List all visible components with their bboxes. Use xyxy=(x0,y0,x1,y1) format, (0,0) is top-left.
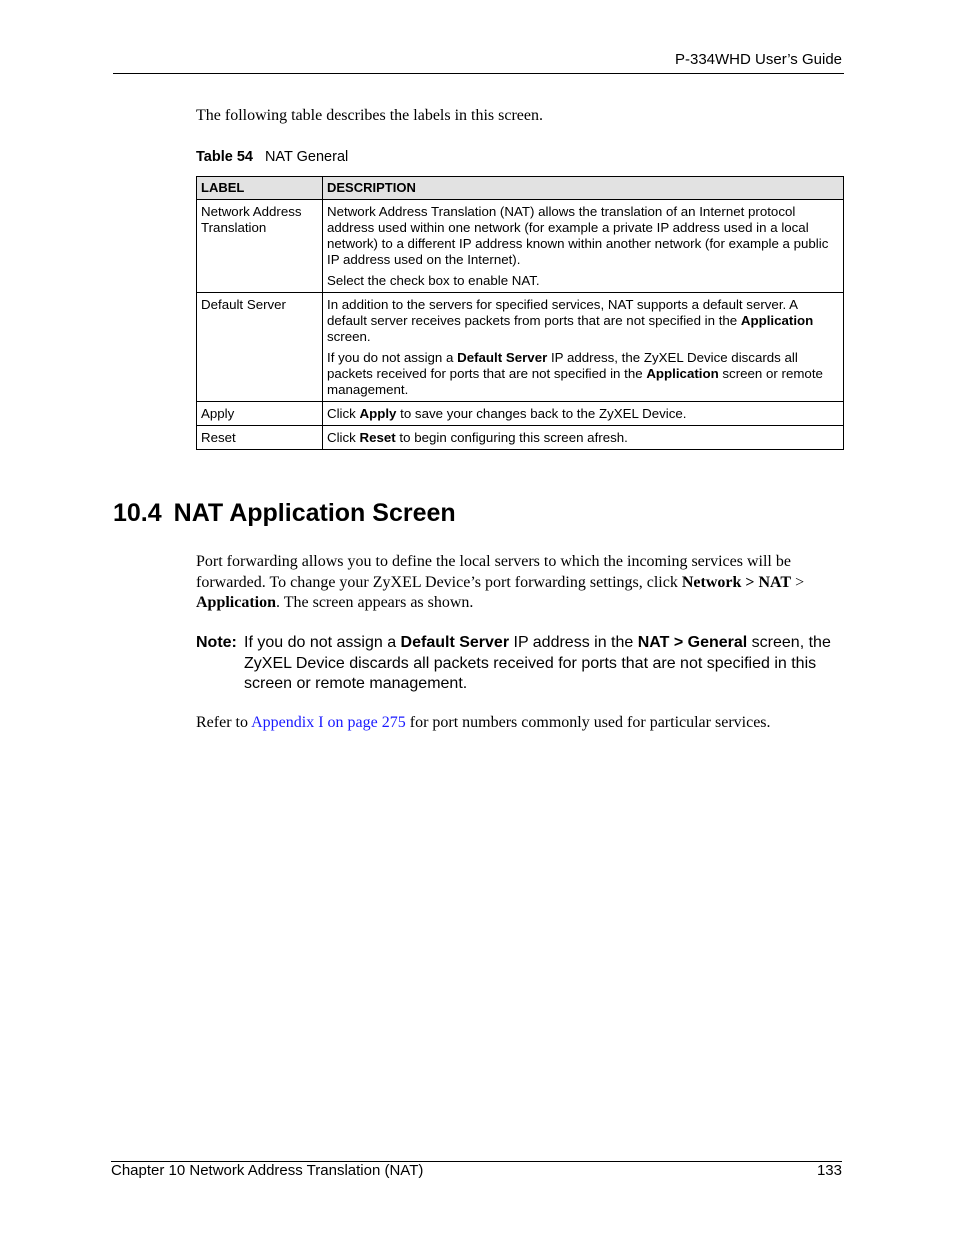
footer-page-number: 133 xyxy=(816,1162,842,1179)
table-header-row xyxy=(197,177,844,200)
table-caption-label: Table 54 xyxy=(196,149,253,165)
description-paragraph: In addition to the servers for specified services, NAT supports a default server. A default server receives packets from ports that are not specified in the Application screen. xyxy=(327,297,814,344)
running-header: P-334WHD User’s Guide xyxy=(675,51,842,68)
col-description-header: DESCRIPTION xyxy=(323,177,844,200)
col-label-header: LABEL xyxy=(197,177,323,200)
table-caption xyxy=(196,149,348,165)
table-caption-title: NAT General xyxy=(264,149,349,165)
row-label: Reset xyxy=(197,426,323,450)
table-row xyxy=(197,200,844,293)
nat-general-table xyxy=(196,176,844,450)
refer-text: Refer to Appendix I on page 275 for port numbers commonly used for particular services. xyxy=(196,714,771,731)
header-rule xyxy=(113,73,844,74)
section-number: 10.4 xyxy=(113,499,162,527)
note-block xyxy=(196,633,846,695)
appendix-link[interactable]: Appendix I on page 275 xyxy=(251,714,406,731)
row-label: Default Server xyxy=(197,293,323,402)
row-description: Click Apply to save your changes back to the ZyXEL Device. xyxy=(323,402,844,426)
row-description xyxy=(323,293,844,402)
row-description xyxy=(323,200,844,293)
section-heading xyxy=(113,499,456,528)
row-label: Network Address Translation xyxy=(197,200,323,293)
section-title: NAT Application Screen xyxy=(173,499,456,527)
table-row xyxy=(197,426,844,450)
table-row xyxy=(197,293,844,402)
table-row xyxy=(197,402,844,426)
note-text: If you do not assign a Default Server IP address in the NAT > General screen, the ZyXEL Device discards all packets received for ports that are not specified in this screen or remote management. xyxy=(244,634,831,692)
description-paragraph: Network Address Translation (NAT) allows the translation of an Internet protocol address used within one network (for example a private IP address used in a local network) to a different IP address known within another network (for example a public IP address used on the Internet). xyxy=(327,204,829,267)
footer-chapter: Chapter 10 Network Address Translation (NAT) xyxy=(111,1162,424,1179)
description-paragraph: Select the check box to enable NAT. xyxy=(327,273,540,288)
note-label: Note: xyxy=(196,634,237,651)
intro-text: The following table describes the labels in this screen. xyxy=(196,107,544,124)
section-paragraph: Port forwarding allows you to define the local servers to which the incoming services will be forwarded. To change your ZyXEL Device’s port forwarding settings, click Network > NAT > Application. The screen appears as shown. xyxy=(196,553,805,611)
row-description: Click Reset to begin configuring this screen afresh. xyxy=(323,426,844,450)
row-label: Apply xyxy=(197,402,323,426)
description-paragraph: If you do not assign a Default Server IP address, the ZyXEL Device discards all packets received for ports that are not specified in the Application screen or remote management. xyxy=(327,350,823,397)
